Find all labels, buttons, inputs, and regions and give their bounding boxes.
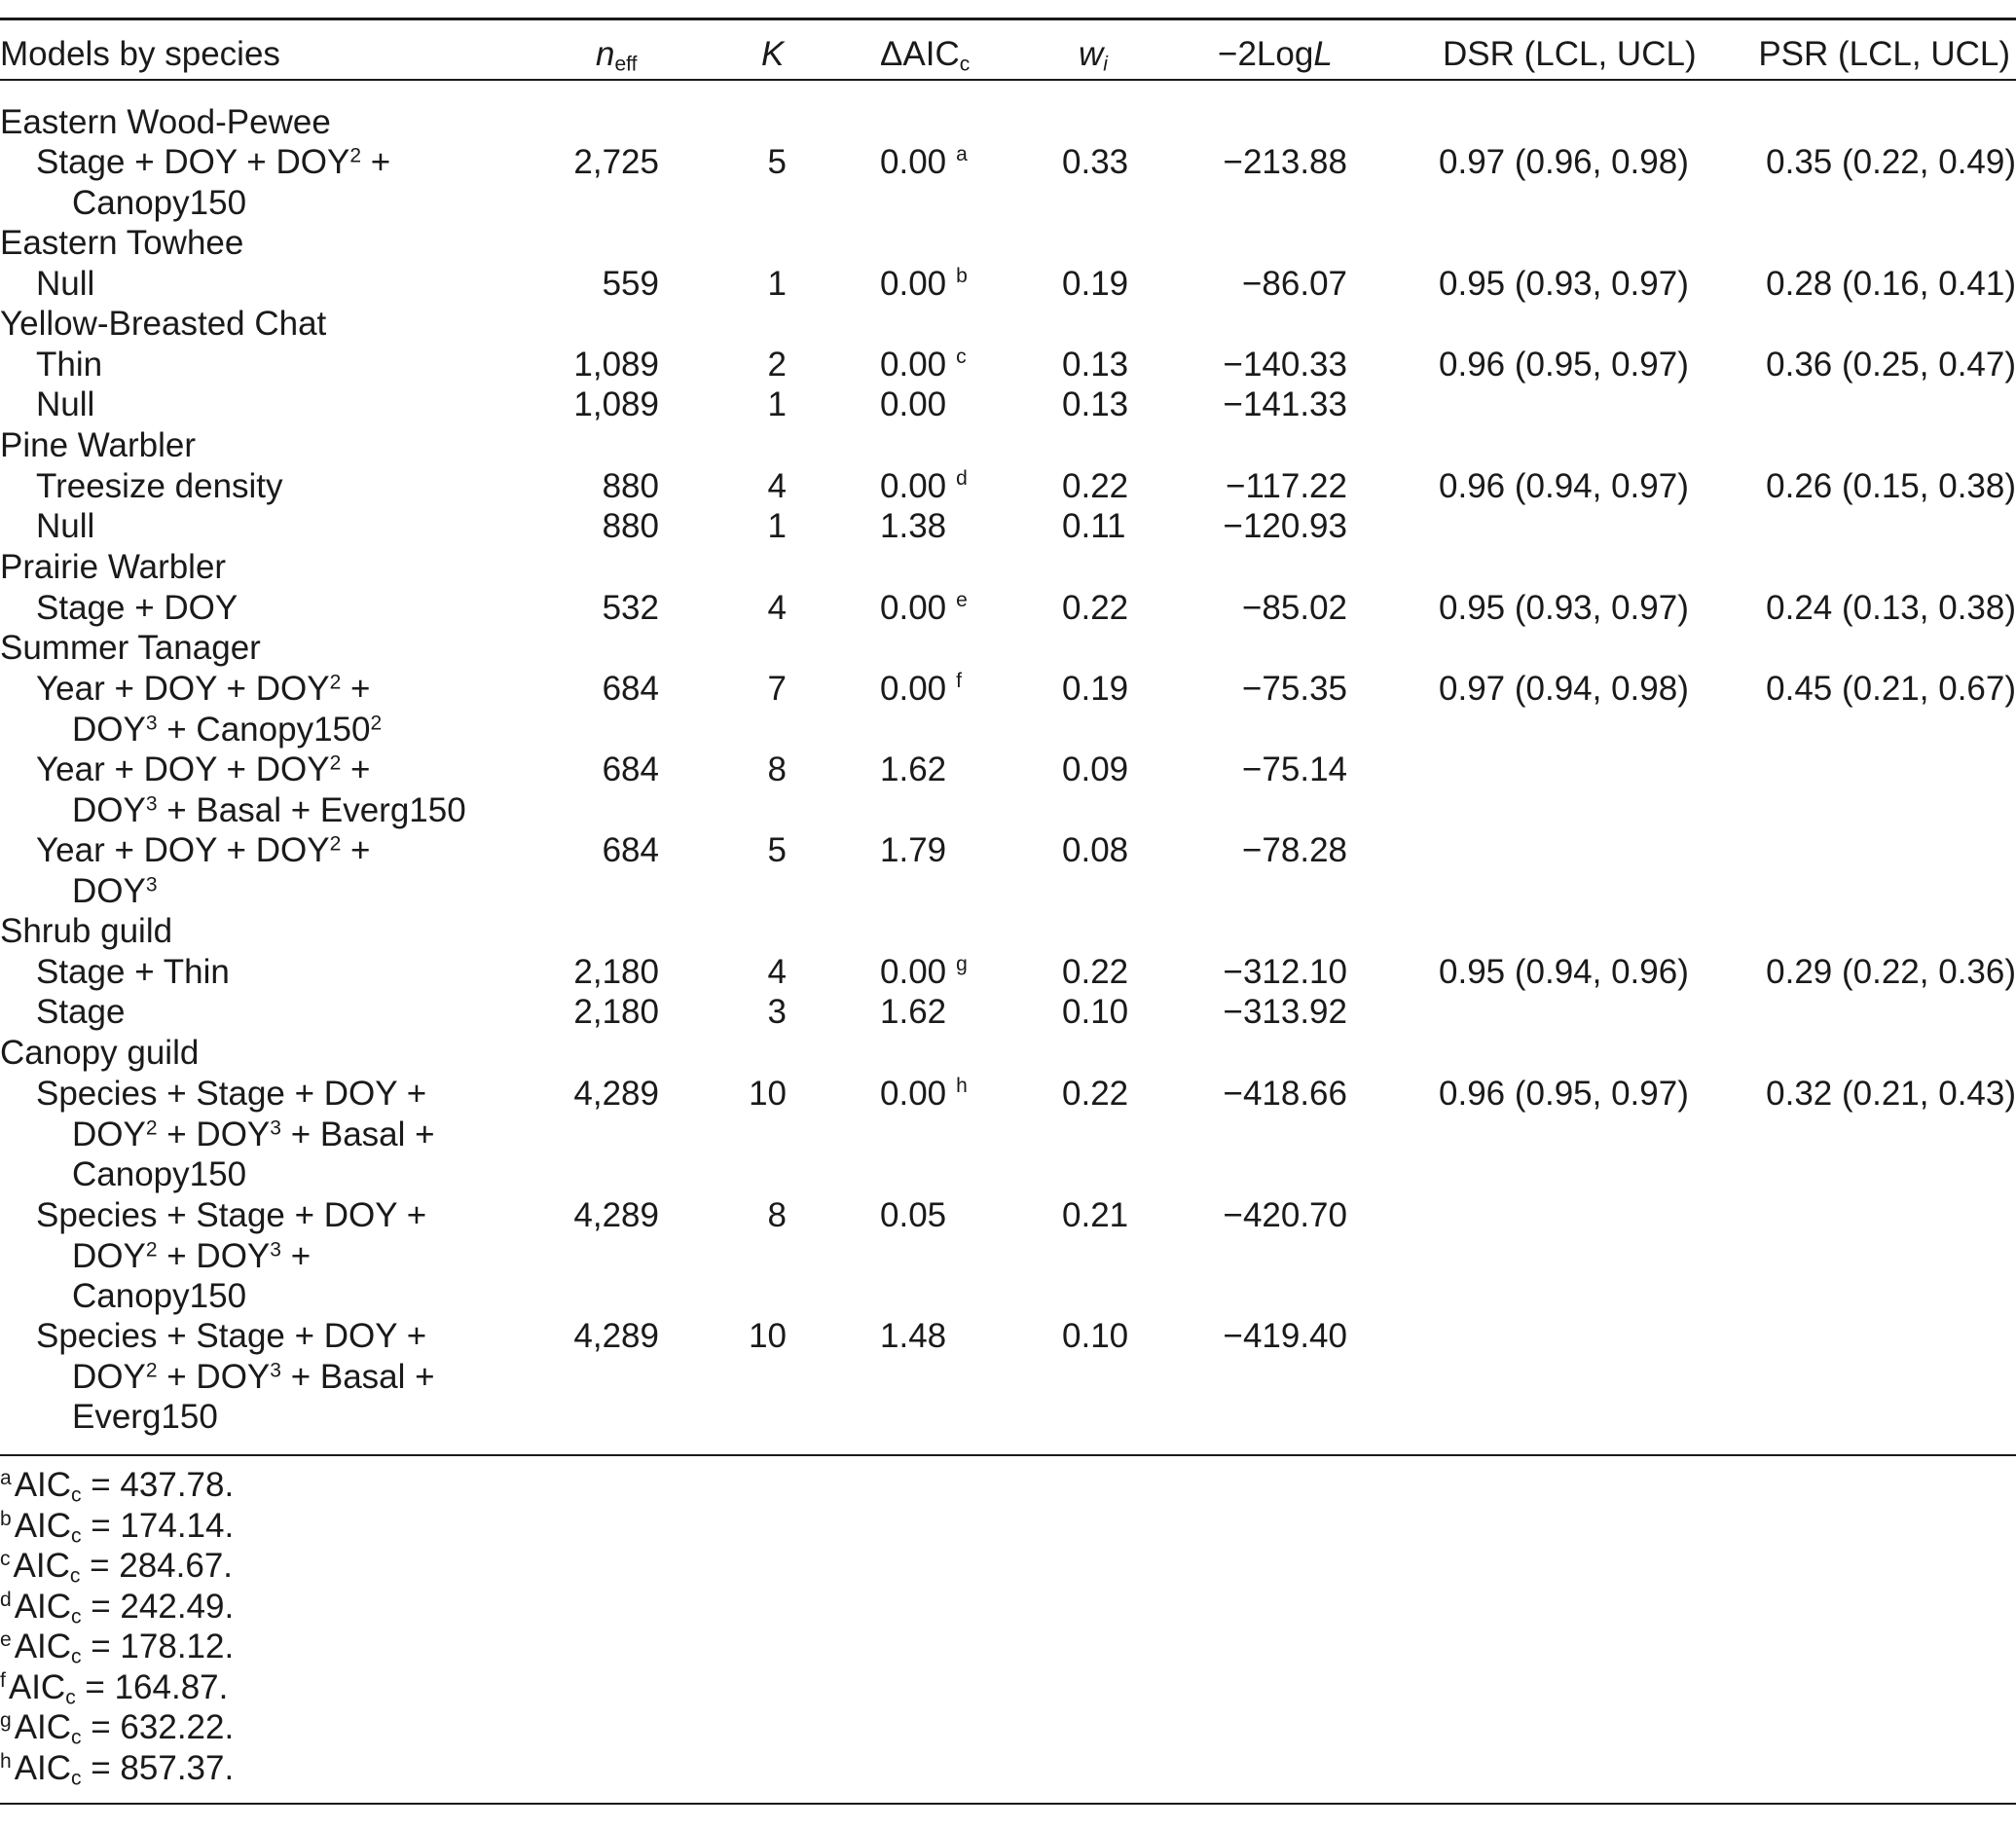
neff-value: 1,089	[573, 385, 659, 423]
psr-value: 0.24 (0.13, 0.38)	[1766, 589, 2016, 627]
header-neff: $n_{eff}$	[596, 35, 638, 76]
neff-value: 2,180	[573, 993, 659, 1031]
model-formula: Stage	[36, 993, 126, 1031]
psr-value: 0.29 (0.22, 0.36)	[1766, 953, 2016, 991]
footnote: $^bAIC_c = 174.14$.	[0, 1506, 235, 1547]
k-value: 5	[767, 143, 787, 181]
neff-value: 4,289	[573, 1196, 659, 1234]
delta-aicc-value: 0.00 $^g$	[880, 953, 968, 991]
model-formula: Species + Stage + DOY + $DOY^2 + DOY^3$ + Canopy150	[36, 1196, 427, 1315]
dsr-value: 0.97 (0.96, 0.98)	[1439, 143, 1689, 181]
delta-aicc-value: 1.79	[880, 831, 947, 869]
neff-value: 684	[602, 670, 659, 708]
weight-value: 0.19	[1062, 265, 1129, 303]
neff-value: 2,725	[573, 143, 659, 181]
delta-aicc-value: 1.38	[880, 507, 947, 545]
delta-aicc-value: 0.00 $^b$	[880, 265, 968, 303]
k-value: 8	[767, 1196, 787, 1234]
model-formula: Species + Stage + DOY + $DOY^2 + DOY^3$ + Basal + Canopy150	[36, 1075, 435, 1193]
footnote: $^cAIC_c = 284.67$.	[0, 1547, 234, 1588]
weight-value: 0.22	[1062, 589, 1129, 627]
weight-value: 0.08	[1062, 831, 1129, 869]
footnote: $^hAIC_c = 857.37$.	[0, 1748, 235, 1789]
delta-aicc-value: 0.00 $^a$	[880, 143, 968, 181]
model-formula: Stage + Thin	[36, 953, 230, 991]
dsr-value: 0.95 (0.93, 0.97)	[1439, 265, 1689, 303]
neff-value: 532	[602, 589, 659, 627]
delta-aicc-value: 0.05	[880, 1196, 947, 1234]
neg2loglik-value: −420.70	[1223, 1196, 1347, 1234]
weight-value: 0.33	[1062, 143, 1129, 181]
k-value: 2	[767, 346, 787, 384]
neg2loglik-value: −117.22	[1226, 467, 1347, 505]
psr-value: 0.26 (0.15, 0.38)	[1766, 467, 2016, 505]
neg2loglik-value: −419.40	[1223, 1317, 1347, 1355]
table-top-rule	[0, 18, 2016, 20]
k-value: 3	[767, 993, 787, 1031]
neg2loglik-value: −312.10	[1223, 953, 1347, 991]
footnote: $^gAIC_c = 632.22$.	[0, 1708, 235, 1749]
footnote: $^dAIC_c = 242.49$.	[0, 1587, 235, 1628]
model-formula: Year + DOY + $DOY^2$ + $DOY^3$ + Basal + Everg150	[36, 750, 466, 829]
neg2loglik-value: −75.35	[1241, 670, 1347, 708]
psr-value: 0.36 (0.25, 0.47)	[1766, 346, 2016, 384]
neff-value: 4,289	[573, 1317, 659, 1355]
model-formula: Stage + DOY + $DOY^2$ + Canopy150	[36, 143, 391, 222]
neff-value: 684	[602, 831, 659, 869]
model-formula: Thin	[36, 346, 103, 384]
neff-value: 684	[602, 750, 659, 788]
weight-value: 0.09	[1062, 750, 1129, 788]
table-header-rule	[0, 79, 2016, 81]
k-value: 4	[767, 467, 787, 505]
footnote: $^eAIC_c = 178.12$.	[0, 1628, 235, 1668]
delta-aicc-value: 1.62	[880, 750, 947, 788]
k-value: 1	[767, 385, 787, 423]
header-neg2loglik: −2LogL	[1218, 35, 1333, 73]
k-value: 5	[767, 831, 787, 869]
header-psr: PSR (LCL, UCL)	[1758, 35, 2010, 73]
header-k: K	[761, 35, 785, 73]
group-label: Canopy guild	[0, 1034, 200, 1072]
weight-value: 0.10	[1062, 1317, 1129, 1355]
psr-value: 0.35 (0.22, 0.49)	[1766, 143, 2016, 181]
table-end-rule	[0, 1803, 2016, 1805]
neg2loglik-value: −120.93	[1223, 507, 1347, 545]
neff-value: 880	[602, 507, 659, 545]
dsr-value: 0.95 (0.94, 0.96)	[1439, 953, 1689, 991]
neg2loglik-value: −85.02	[1241, 589, 1347, 627]
neg2loglik-value: −78.28	[1241, 831, 1347, 869]
delta-aicc-value: 0.00 $^e$	[880, 589, 968, 627]
group-label: Prairie Warbler	[0, 548, 227, 586]
neg2loglik-value: −418.66	[1223, 1075, 1347, 1113]
psr-value: 0.45 (0.21, 0.67)	[1766, 670, 2016, 708]
model-formula: Null	[36, 507, 95, 545]
neff-value: 2,180	[573, 953, 659, 991]
weight-value: 0.22	[1062, 1075, 1129, 1113]
k-value: 10	[749, 1317, 787, 1355]
k-value: 1	[767, 265, 787, 303]
header-weight: $w_i$	[1079, 35, 1108, 76]
k-value: 7	[767, 670, 787, 708]
footnote: $^fAIC_c = 164.87$.	[0, 1667, 229, 1708]
table-footnotes	[0, 1465, 234, 1788]
dsr-value: 0.96 (0.94, 0.97)	[1439, 467, 1689, 505]
neg2loglik-value: −86.07	[1241, 265, 1347, 303]
neg2loglik-value: −141.33	[1223, 385, 1347, 423]
group-label: Pine Warbler	[0, 426, 196, 464]
neff-value: 559	[602, 265, 659, 303]
weight-value: 0.22	[1062, 467, 1129, 505]
psr-value: 0.32 (0.21, 0.43)	[1766, 1075, 2016, 1113]
neg2loglik-value: −140.33	[1223, 346, 1347, 384]
neff-value: 1,089	[573, 346, 659, 384]
header-models: Models by species	[0, 35, 280, 73]
header-dsr: DSR (LCL, UCL)	[1443, 35, 1697, 73]
weight-value: 0.10	[1062, 993, 1129, 1031]
neff-value: 880	[602, 467, 659, 505]
weight-value: 0.22	[1062, 953, 1129, 991]
psr-value: 0.28 (0.16, 0.41)	[1766, 265, 2016, 303]
dsr-value: 0.96 (0.95, 0.97)	[1439, 346, 1689, 384]
dsr-value: 0.97 (0.94, 0.98)	[1439, 670, 1689, 708]
table-header	[0, 27, 2016, 76]
k-value: 4	[767, 953, 787, 991]
neff-value: 4,289	[573, 1075, 659, 1113]
weight-value: 0.11	[1062, 507, 1126, 545]
k-value: 1	[767, 507, 787, 545]
dsr-value: 0.96 (0.95, 0.97)	[1439, 1075, 1689, 1113]
delta-aicc-value: 0.00 $^c$	[880, 346, 967, 384]
dsr-value: 0.95 (0.93, 0.97)	[1439, 589, 1689, 627]
group-label: Eastern Towhee	[0, 224, 244, 262]
neg2loglik-value: −313.92	[1223, 993, 1347, 1031]
k-value: 10	[749, 1075, 787, 1113]
group-label: Yellow-Breasted Chat	[0, 305, 327, 343]
model-formula: Species + Stage + DOY + $DOY^2 + DOY^3$ + Basal + Everg150	[36, 1317, 435, 1436]
delta-aicc-value: 0.00	[880, 385, 947, 423]
neg2loglik-value: −75.14	[1241, 750, 1347, 788]
delta-aicc-value: 0.00 $^d$	[880, 467, 968, 505]
table-body-bottom-rule	[0, 1454, 2016, 1456]
k-value: 4	[767, 589, 787, 627]
neg2loglik-value: −213.88	[1223, 143, 1347, 181]
delta-aicc-value: 0.00 $^f$	[880, 670, 962, 708]
group-label: Shrub guild	[0, 912, 173, 950]
weight-value: 0.13	[1062, 385, 1129, 423]
delta-aicc-value: 1.62	[880, 993, 947, 1031]
k-value: 8	[767, 750, 787, 788]
delta-aicc-value: 0.00 $^h$	[880, 1075, 968, 1113]
model-formula: Null	[36, 265, 95, 303]
model-formula: Year + DOY + $DOY^2$ + $DOY^3$	[36, 831, 371, 910]
model-formula: Year + DOY + $DOY^2$ + $DOY^3$ + $Canopy150^2$	[36, 670, 383, 749]
model-formula: Treesize density	[36, 467, 283, 505]
weight-value: 0.19	[1062, 670, 1129, 708]
weight-value: 0.21	[1062, 1196, 1129, 1234]
footnote: $^aAIC_c = 437.78$.	[0, 1466, 235, 1507]
header-delta-aicc: $\Delta AIC_c$	[880, 35, 971, 76]
group-label: Eastern Wood-Pewee	[0, 103, 331, 141]
model-formula: Stage + DOY	[36, 589, 238, 627]
delta-aicc-value: 1.48	[880, 1317, 947, 1355]
group-label: Summer Tanager	[0, 629, 261, 667]
weight-value: 0.13	[1062, 346, 1129, 384]
model-formula: Null	[36, 385, 95, 423]
